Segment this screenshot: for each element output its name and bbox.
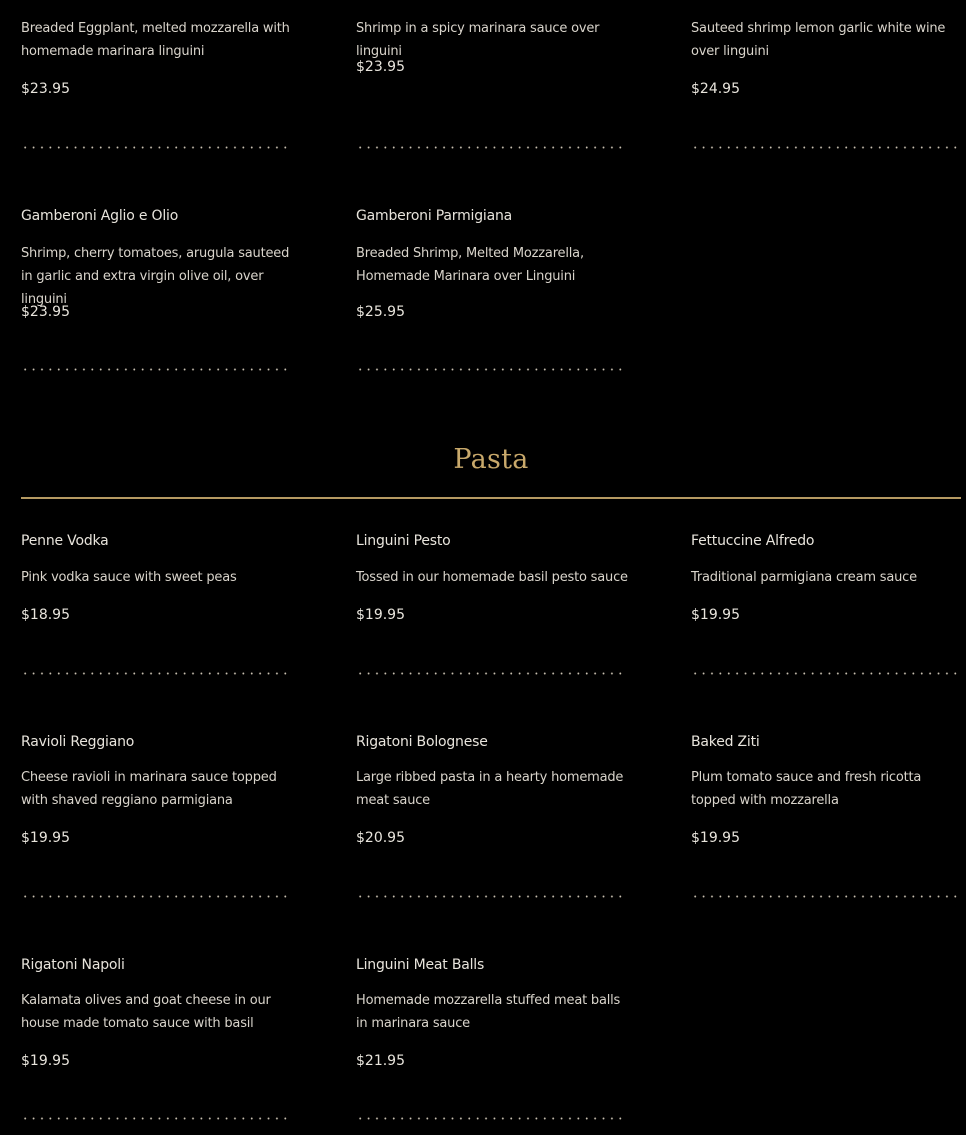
dotted-divider: [356, 672, 626, 675]
dotted-divider: [21, 146, 291, 149]
item-description: Pink vodka sauce with sweet peas: [21, 570, 237, 585]
item-description: Tossed in our homemade basil pesto sauce: [356, 570, 628, 585]
item-description: Shrimp, cherry tomatoes, arugula sauteed in garlic and extra virgin olive oil, over linguini: [21, 246, 290, 307]
item-price: $19.95: [691, 830, 740, 846]
item-description: Plum tomato sauce and fresh ricotta topped with mozzarella: [691, 770, 922, 808]
item-description: Sauteed shrimp lemon garlic white wine over linguini: [691, 21, 946, 59]
item-price: $20.95: [356, 830, 405, 846]
item-price: $19.95: [21, 1053, 70, 1069]
item-description: Breaded Eggplant, melted mozzarella with homemade marinara linguini: [21, 21, 290, 59]
item-description: Cheese ravioli in marinara sauce topped with shaved reggiano parmigiana: [21, 770, 277, 808]
item-description: Traditional parmigiana cream sauce: [691, 570, 917, 585]
item-name: Linguini Pesto: [356, 533, 451, 549]
dotted-divider: [21, 1117, 291, 1120]
item-price: $23.95: [21, 81, 70, 97]
item-name: Baked Ziti: [691, 734, 760, 750]
item-name: Rigatoni Bolognese: [356, 734, 488, 750]
dotted-divider: [356, 368, 626, 371]
dotted-divider: [21, 672, 291, 675]
item-name: Linguini Meat Balls: [356, 957, 485, 973]
item-price: $19.95: [356, 607, 405, 623]
item-name: Gamberoni Aglio e Olio: [21, 208, 179, 224]
item-description: Kalamata olives and goat cheese in our house made tomato sauce with basil: [21, 993, 271, 1031]
item-name: Ravioli Reggiano: [21, 734, 135, 750]
item-price: $21.95: [356, 1053, 405, 1069]
item-price: $19.95: [691, 607, 740, 623]
item-description: Shrimp in a spicy marinara sauce over linguini: [356, 21, 600, 59]
item-price: $18.95: [21, 607, 70, 623]
item-price: $19.95: [21, 830, 70, 846]
item-price: $23.95: [21, 304, 70, 320]
item-name: Gamberoni Parmigiana: [356, 208, 513, 224]
item-price: $24.95: [691, 81, 740, 97]
item-price: $25.95: [356, 304, 405, 320]
dotted-divider: [21, 895, 291, 898]
dotted-divider: [691, 146, 961, 149]
dotted-divider: [691, 672, 961, 675]
dotted-divider: [356, 895, 626, 898]
item-description: Breaded Shrimp, Melted Mozzarella, Homemade Marinara over Linguini: [356, 246, 584, 284]
item-price: $23.95: [356, 59, 405, 75]
item-description: Large ribbed pasta in a hearty homemade meat sauce: [356, 770, 624, 808]
dotted-divider: [356, 1117, 626, 1120]
section-divider: [21, 497, 961, 499]
dotted-divider: [21, 368, 291, 371]
item-name: Fettuccine Alfredo: [691, 533, 815, 549]
item-name: Rigatoni Napoli: [21, 957, 125, 973]
dotted-divider: [356, 146, 626, 149]
dotted-divider: [691, 895, 961, 898]
item-name: Penne Vodka: [21, 533, 109, 549]
section-title-pasta: Pasta: [453, 444, 529, 475]
item-description: Homemade mozzarella stuffed meat balls in marinara sauce: [356, 993, 621, 1031]
